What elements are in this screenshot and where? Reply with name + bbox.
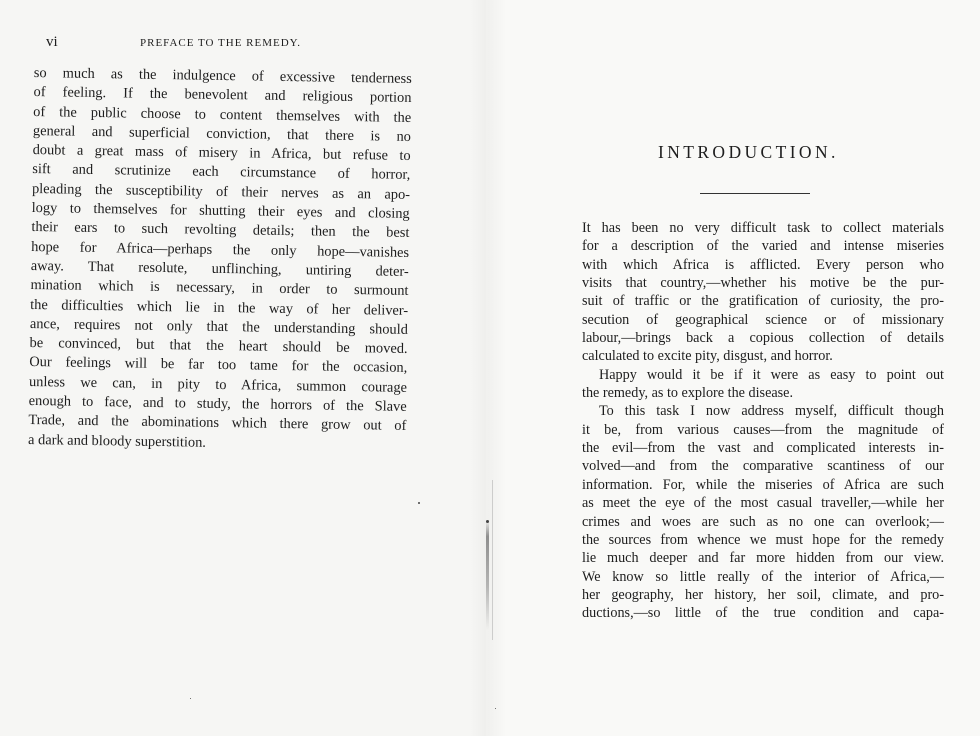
text-line: unless we can, in pity to Africa, summon courage [28, 373, 408, 396]
text-line: calculated to excite pity, disgust, and horror. [582, 348, 833, 365]
text-line: their ears to such revolting details; then the best [31, 219, 410, 242]
text-line: enough to face, and to study, the horrors of the Slave [28, 393, 407, 415]
text-line: a dark and bloody superstition. [27, 431, 207, 451]
text-line: her geography, her history, her soil, climate, and pro- [582, 586, 944, 603]
text-line: the evil—from the vast and complicated interests in- [582, 440, 944, 457]
page-number: vi [46, 34, 58, 50]
text-line: the difficulties which lie in the way of her deliver- [30, 296, 409, 319]
ink-speck [418, 502, 420, 504]
text-line: To this task I now address myself, difficult though [599, 403, 944, 420]
text-line: of feeling. If the benevolent and religious portion [33, 84, 412, 107]
ink-speck [486, 520, 489, 523]
introduction-text [582, 219, 944, 623]
text-line: labour,—brings back a copious collection of details [582, 330, 944, 347]
text-line: be convinced, but that the heart should be moved. [29, 335, 408, 358]
text-line: ance, requires not only that the understanding should [29, 315, 408, 338]
running-head [46, 34, 416, 54]
gutter-mark [486, 520, 489, 630]
text-line: for a description of the varied and intense miseries [582, 238, 944, 255]
running-title: PREFACE TO THE REMEDY. [140, 37, 301, 49]
text-line: information. For, while the miseries of Africa are such [582, 476, 944, 493]
text-line: visits that country,—whether his motive be the pur- [582, 275, 944, 292]
text-line: Trade, and the abominations which there grow out of [28, 412, 407, 435]
text-line: logy to themselves for shutting their eyes and closing [31, 200, 410, 222]
text-line: suit of traffic or the gratification of curiosity, the pro- [582, 293, 944, 310]
text-line: so much as the indulgence of excessive tenderness [33, 64, 412, 87]
text-line: pleading the susceptibility of their nerves as an apo- [31, 180, 411, 203]
preface-text [28, 64, 412, 456]
text-line: the sources from whence we must hope for the remedy [582, 531, 944, 548]
text-line: Our feelings will be far too tame for the occasion, [29, 354, 408, 377]
left-page [0, 0, 486, 736]
text-line: general and superficial conviction, that there is no [32, 122, 412, 145]
text-line: hope for Africa—perhaps the only hope—vanishes [31, 238, 410, 261]
text-line: lie much deeper and far more hidden from our view. [582, 550, 944, 567]
text-line: as meet the eye of the most casual traveller,—while her [582, 495, 944, 512]
text-line: of the public choose to content themselves with the [33, 103, 412, 126]
text-line: ductions,—so little of the true condition and capa- [582, 605, 944, 622]
text-line: mination which is necessary, in order to surmount [30, 277, 409, 300]
text-line: crimes and woes are such as no one can overlook;— [582, 513, 944, 530]
text-line: It has been no very difficult task to collect materials [582, 220, 944, 236]
text-line: volved—and from the comparative scantiness of our [582, 458, 944, 475]
ink-speck [495, 708, 496, 709]
ink-speck [190, 698, 191, 699]
text-line: away. That resolute, unflinching, untiring deter- [30, 257, 409, 280]
text-line: with which Africa is afflicted. Every person who [582, 256, 944, 273]
text-line: Happy would it be if it were as easy to point out [599, 366, 944, 383]
text-line: the remedy, as to explore the disease. [582, 385, 794, 402]
text-line: secution of geographical science or of missionary [582, 311, 944, 328]
text-line: it be, from various causes—from the magnitude of [582, 421, 944, 438]
right-page [486, 0, 980, 736]
chapter-rule [700, 193, 810, 194]
text-line: sift and scrutinize each circumstance of horror, [32, 161, 411, 184]
text-line: We know so little really of the interior of Africa,— [582, 568, 944, 585]
text-line: doubt a great mass of misery in Africa, but refuse to [32, 142, 411, 165]
gutter-line [492, 480, 493, 640]
chapter-title: INTRODUCTION. [658, 142, 839, 162]
